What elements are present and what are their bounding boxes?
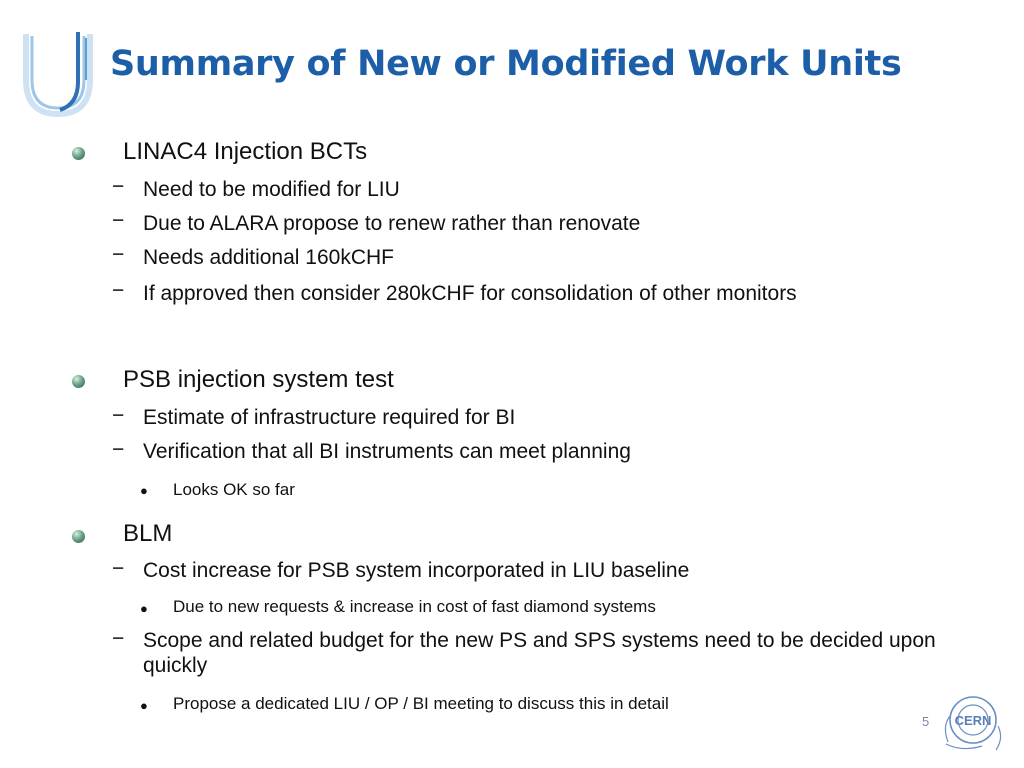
sub-bullet-icon: ● — [140, 601, 148, 616]
sub-bullet-icon: ● — [140, 483, 148, 498]
dash-icon: − — [112, 243, 125, 266]
dash-icon: − — [112, 404, 125, 427]
section-heading-blm: BLM — [123, 520, 173, 547]
list-item: Cost increase for PSB system incorporated in LIU baseline — [143, 559, 690, 582]
list-item: Verification that all BI instruments can meet planning — [143, 440, 631, 463]
list-item: Estimate of infrastructure required for BI — [143, 406, 516, 429]
list-item: Needs additional 160kCHF — [143, 246, 394, 269]
sub-bullet-icon: ● — [140, 698, 148, 713]
cern-logo-text: CERN — [954, 713, 992, 728]
sub-list-item: Looks OK so far — [173, 480, 295, 499]
slide-title: Summary of New or Modified Work Units — [110, 44, 902, 84]
page-number: 5 — [922, 714, 930, 729]
list-item: Scope and related budget for the new PS and SPS systems need to be decided upon quickly — [143, 629, 936, 677]
sub-list-item: Due to new requests & increase in cost of fast diamond systems — [173, 597, 656, 616]
section-bullet-icon — [72, 147, 85, 160]
dash-icon: − — [112, 175, 125, 198]
dash-icon: − — [112, 438, 125, 461]
section-heading-linac4: LINAC4 Injection BCTs — [123, 138, 368, 165]
list-item: Due to ALARA propose to renew rather than renovate — [143, 212, 641, 235]
section-bullet-icon — [72, 530, 85, 543]
dash-icon: − — [112, 557, 125, 580]
cern-logo — [938, 686, 1012, 754]
dash-icon: − — [112, 627, 125, 650]
list-item: Need to be modified for LIU — [143, 178, 400, 201]
section-heading-psb: PSB injection system test — [123, 366, 394, 393]
sub-list-item: Propose a dedicated LIU / OP / BI meeting to discuss this in detail — [173, 694, 669, 713]
section-bullet-icon — [72, 375, 85, 388]
list-item: If approved then consider 280kCHF for consolidation of other monitors — [143, 282, 797, 305]
dash-icon: − — [112, 279, 125, 302]
dash-icon: − — [112, 209, 125, 232]
